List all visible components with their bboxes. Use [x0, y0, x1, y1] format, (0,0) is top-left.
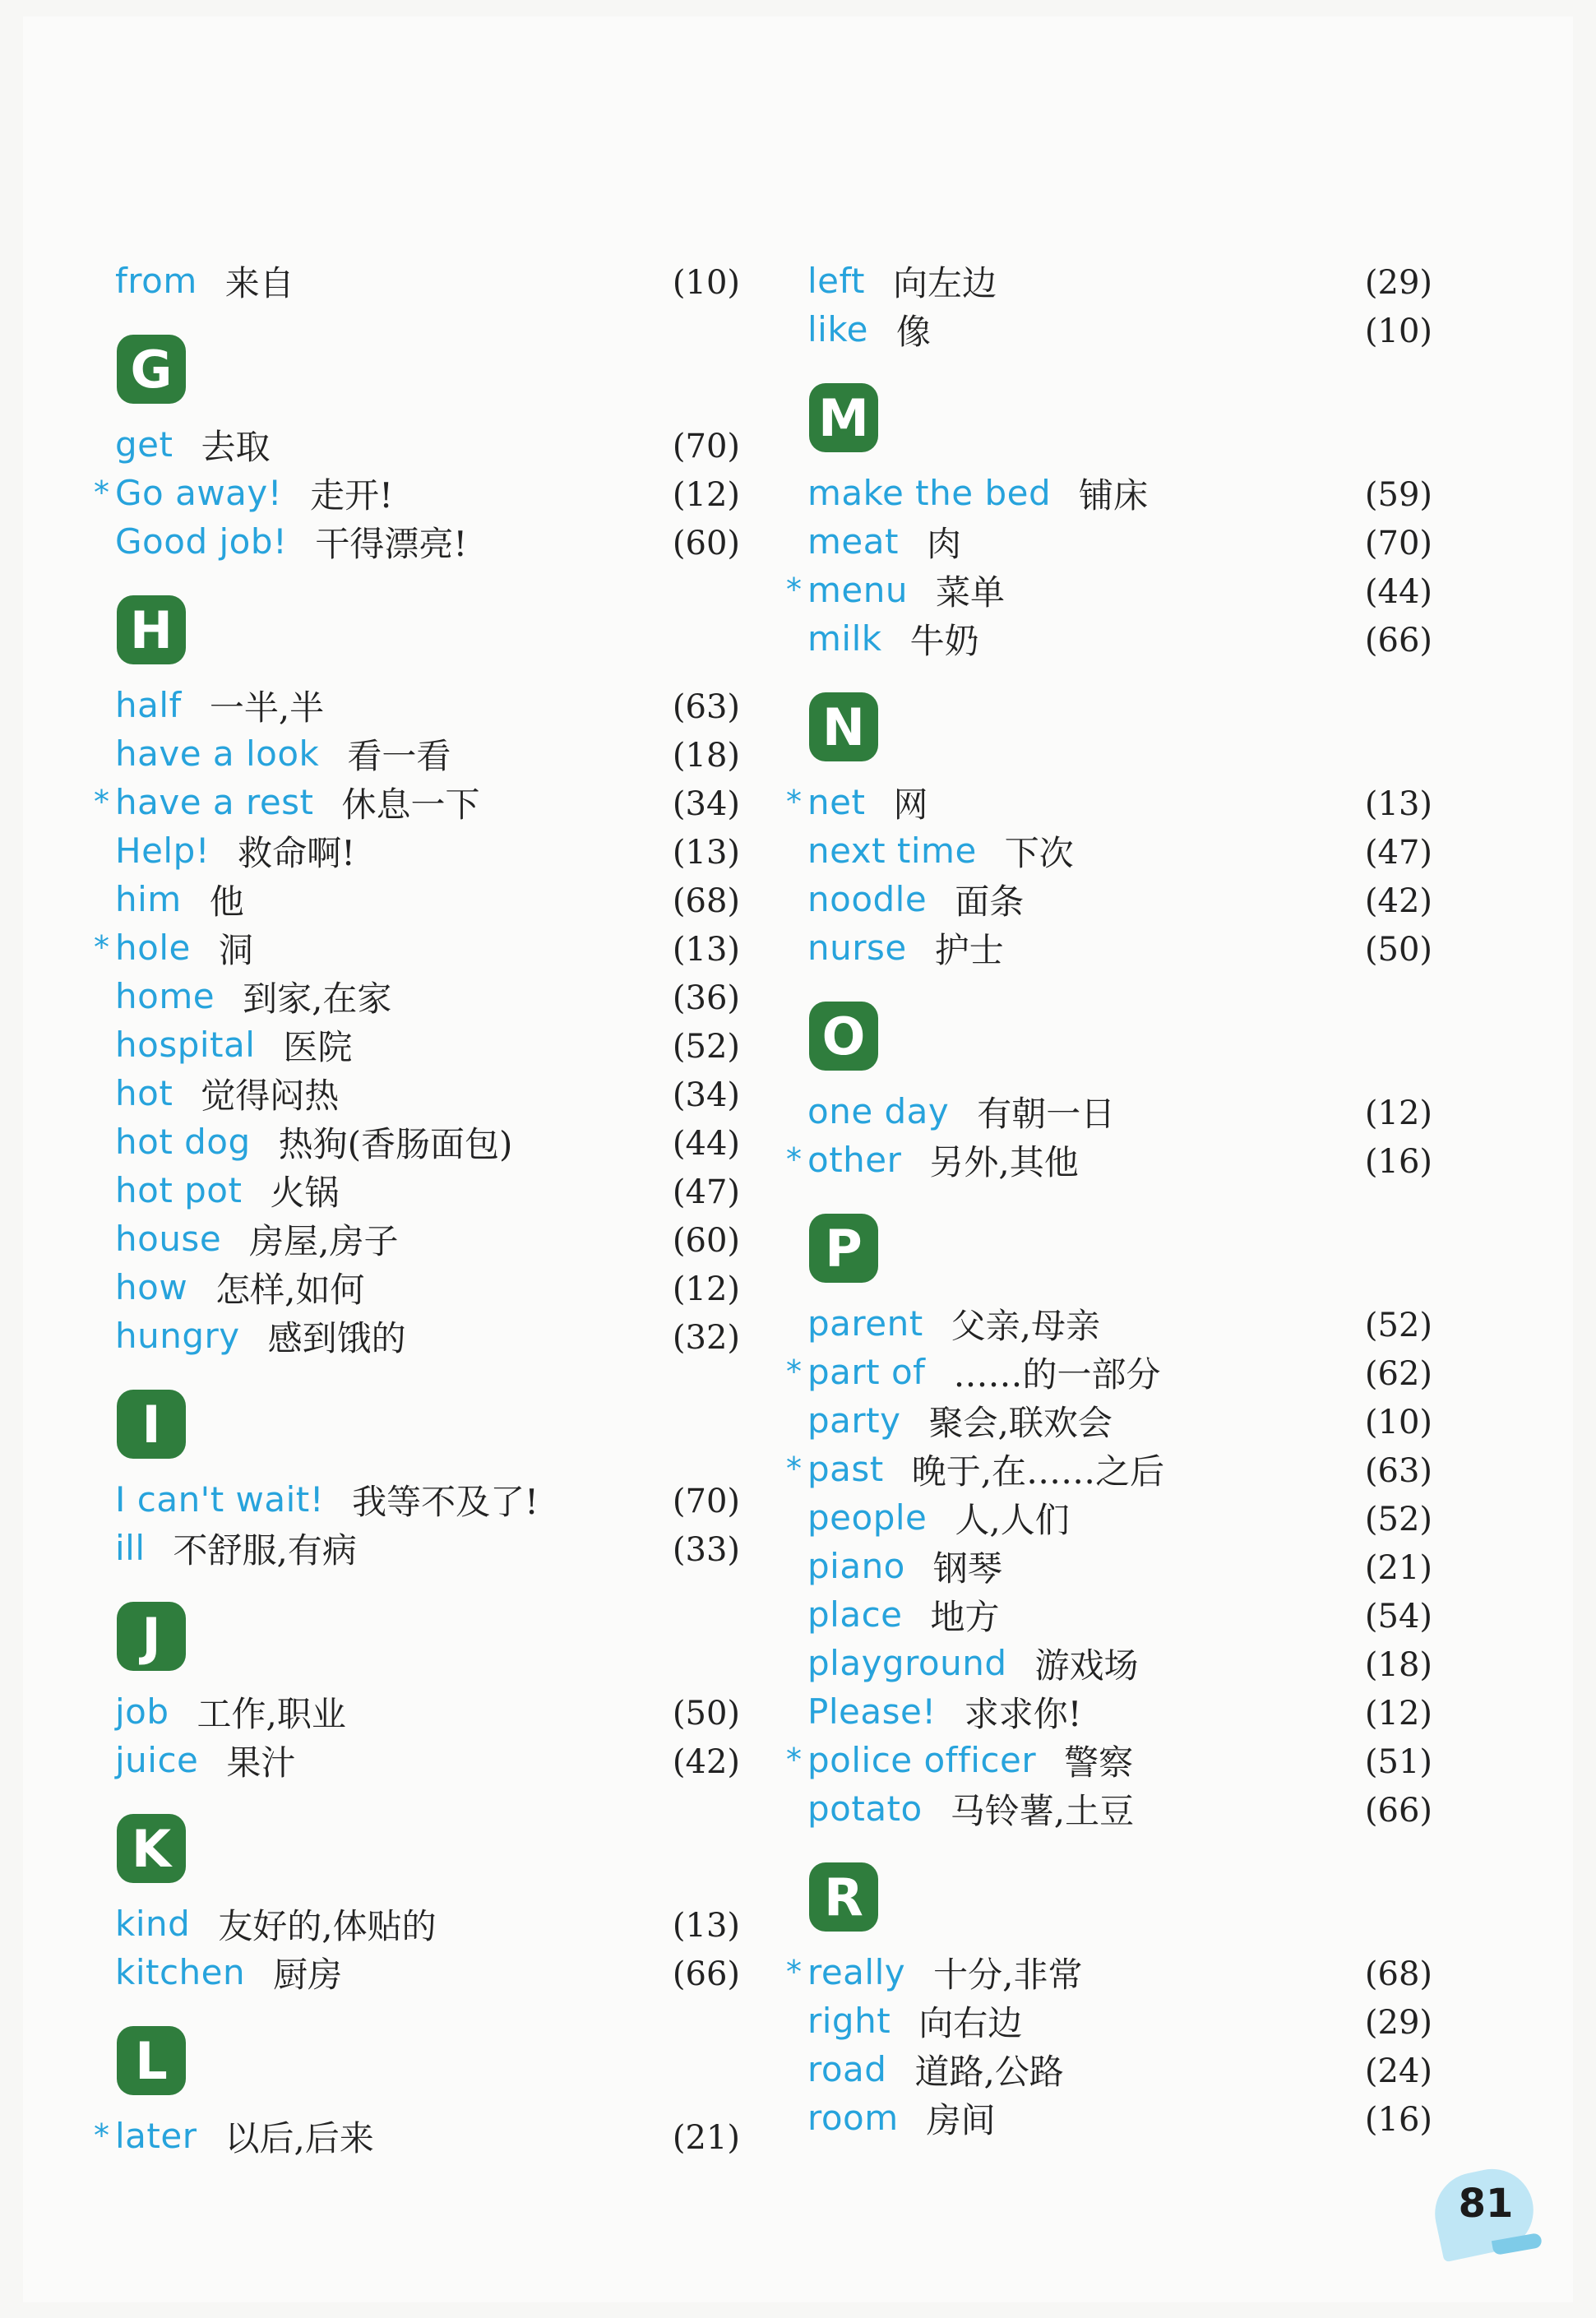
glossary-entry	[115, 1524, 740, 1572]
chinese-meaning: 到家,在家	[243, 978, 392, 1019]
page-reference: (36)	[672, 979, 740, 1017]
chinese-meaning: 怎样,如何	[215, 1269, 365, 1310]
chinese-meaning: 警察	[1064, 1742, 1134, 1783]
optional-word-asterisk: *	[94, 474, 109, 511]
page-reference: (66)	[1364, 622, 1432, 659]
chinese-meaning: 地方	[930, 1596, 1000, 1637]
english-term: him	[115, 879, 182, 919]
section-letter-badge: J	[117, 1602, 186, 1671]
page-reference: (10)	[1364, 1404, 1432, 1441]
page-reference: (63)	[672, 688, 740, 726]
glossary-entry	[115, 257, 740, 305]
chinese-meaning: 钢琴	[932, 1548, 1002, 1589]
glossary-entry	[807, 1087, 1432, 1136]
english-term: noodle	[807, 879, 928, 919]
chinese-meaning: 去取	[201, 426, 271, 467]
english-term: piano	[807, 1546, 905, 1586]
chinese-meaning: 医院	[283, 1026, 353, 1067]
glossary-entry	[786, 1736, 1432, 1784]
chinese-meaning: 救命啊!	[238, 832, 355, 873]
glossary-entry	[807, 1542, 1432, 1590]
page-reference: (16)	[1364, 2101, 1432, 2139]
glossary-entry	[94, 2112, 740, 2160]
glossary-entry	[807, 2094, 1432, 2142]
chinese-meaning: 游戏场	[1034, 1645, 1139, 1686]
page-reference: (29)	[1364, 264, 1432, 302]
english-term: juice	[115, 1740, 199, 1780]
english-term: room	[807, 2098, 899, 2138]
english-term: Please!	[807, 1691, 937, 1732]
glossary-entry	[115, 420, 740, 469]
chinese-meaning: 一半,半	[209, 687, 325, 728]
section-letter-badge: G	[117, 335, 186, 404]
glossary-entry	[115, 1899, 740, 1948]
optional-word-asterisk: *	[786, 1450, 802, 1487]
chinese-meaning: 工作,职业	[197, 1693, 346, 1734]
glossary-entry	[115, 1117, 740, 1166]
english-term: job	[115, 1691, 169, 1732]
chinese-meaning: ……的一部分	[953, 1353, 1161, 1395]
glossary-entry	[115, 875, 740, 923]
glossary-entry	[115, 729, 740, 778]
english-term: nurse	[807, 928, 907, 968]
chinese-meaning: 下次	[1004, 832, 1074, 873]
glossary-entry	[115, 826, 740, 875]
glossary-entry	[786, 1136, 1432, 1184]
page-reference: (34)	[672, 785, 740, 823]
english-term: Go away!	[115, 473, 283, 513]
chinese-meaning: 像	[896, 311, 932, 352]
page-reference: (68)	[1364, 1955, 1432, 1993]
chinese-meaning: 菜单	[936, 571, 1006, 613]
section-letter-badge: K	[117, 1814, 186, 1883]
page-reference: (68)	[672, 882, 740, 920]
glossary-entry	[807, 923, 1432, 972]
page-reference: (13)	[672, 834, 740, 872]
page-reference: (16)	[1364, 1143, 1432, 1181]
optional-word-asterisk: *	[786, 1141, 802, 1178]
glossary-entry	[807, 469, 1432, 517]
chinese-meaning: 我等不及了!	[352, 1481, 539, 1522]
glossary-entry	[94, 778, 740, 826]
page-number-badge	[1435, 2171, 1542, 2261]
glossary-entry	[115, 1312, 740, 1360]
glossary-entry	[807, 614, 1432, 663]
glossary-entry	[807, 1996, 1432, 2045]
page-reference: (12)	[1364, 1094, 1432, 1132]
chinese-meaning: 休息一下	[341, 784, 480, 825]
page-reference: (44)	[672, 1125, 740, 1163]
english-term: left	[807, 261, 866, 301]
glossary-entry	[807, 1493, 1432, 1542]
english-term: hole	[115, 928, 191, 968]
chinese-meaning: 热狗(香肠面包)	[278, 1123, 513, 1164]
english-term: place	[807, 1594, 903, 1635]
english-term: have a rest	[115, 782, 314, 822]
chinese-meaning: 感到饿的	[267, 1317, 406, 1358]
glossary-entry	[115, 1948, 740, 1996]
glossary-entry	[807, 517, 1432, 566]
page-reference: (21)	[1364, 1549, 1432, 1587]
english-term: people	[807, 1497, 928, 1538]
chinese-meaning: 铺床	[1079, 474, 1149, 516]
page-reference: (34)	[672, 1076, 740, 1114]
page-reference: (42)	[672, 1743, 740, 1781]
chinese-meaning: 友好的,体贴的	[218, 1905, 437, 1946]
glossary-entry	[94, 469, 740, 517]
english-term: I can't wait!	[115, 1479, 325, 1520]
glossary-entry	[115, 681, 740, 729]
glossary-entry	[115, 1020, 740, 1069]
chinese-meaning: 有朝一日	[977, 1093, 1116, 1134]
section-letter-badge: M	[809, 383, 878, 452]
optional-word-asterisk: *	[94, 784, 109, 820]
chinese-meaning: 火锅	[270, 1172, 340, 1213]
page-reference: (54)	[1364, 1598, 1432, 1636]
chinese-meaning: 向左边	[893, 262, 997, 303]
english-term: like	[807, 309, 869, 349]
section-letter-badge: I	[117, 1390, 186, 1459]
english-term: one day	[807, 1091, 950, 1131]
optional-word-asterisk: *	[94, 929, 109, 965]
english-term: road	[807, 2049, 887, 2089]
glossary-entry	[115, 1736, 740, 1784]
chinese-meaning: 洞	[218, 929, 253, 970]
page-reference: (32)	[672, 1319, 740, 1357]
chinese-meaning: 他	[209, 881, 244, 922]
english-term: playground	[807, 1643, 1007, 1683]
chinese-meaning: 觉得闷热	[201, 1075, 340, 1116]
english-term: kind	[115, 1904, 191, 1944]
section-letter-badge: O	[809, 1002, 878, 1071]
page-reference: (13)	[672, 1907, 740, 1945]
page-reference: (13)	[672, 931, 740, 969]
page-reference: (51)	[1364, 1743, 1432, 1781]
english-term: net	[807, 782, 866, 822]
glossary-entry	[786, 1948, 1432, 1996]
glossary-left-column	[94, 257, 740, 2160]
glossary-entry	[94, 923, 740, 972]
glossary-entry	[786, 566, 1432, 614]
page-reference: (66)	[1364, 1792, 1432, 1830]
chinese-meaning: 父亲,母亲	[951, 1305, 1101, 1346]
english-term: home	[115, 976, 215, 1016]
english-term: party	[807, 1400, 901, 1441]
optional-word-asterisk: *	[786, 784, 802, 820]
english-term: house	[115, 1219, 222, 1259]
page-reference: (63)	[1364, 1452, 1432, 1490]
page-reference: (42)	[1364, 882, 1432, 920]
glossary-entry	[786, 1445, 1432, 1493]
english-term: parent	[807, 1303, 923, 1344]
page-reference: (66)	[672, 1955, 740, 1993]
page-reference: (12)	[1364, 1695, 1432, 1733]
glossary-entry	[115, 1166, 740, 1215]
glossary-entry	[115, 1687, 740, 1736]
page-reference: (70)	[1364, 525, 1432, 562]
page-reference: (70)	[672, 1483, 740, 1520]
english-term: from	[115, 261, 197, 301]
chinese-meaning: 走开!	[310, 474, 394, 516]
chinese-meaning: 干得漂亮!	[315, 523, 468, 564]
english-term: part of	[807, 1352, 926, 1392]
chinese-meaning: 网	[893, 784, 928, 825]
english-term: hungry	[115, 1316, 240, 1356]
glossary-entry	[807, 875, 1432, 923]
page-reference: (62)	[1364, 1355, 1432, 1393]
english-term: past	[807, 1449, 884, 1489]
optional-word-asterisk: *	[786, 1742, 802, 1778]
page-reference: (60)	[672, 1222, 740, 1260]
chinese-meaning: 向右边	[918, 2002, 1023, 2043]
chinese-meaning: 肉	[926, 523, 961, 564]
page-reference: (59)	[1364, 476, 1432, 514]
chinese-meaning: 来自	[224, 262, 294, 303]
glossary-entry	[807, 1784, 1432, 1833]
english-term: hospital	[115, 1025, 256, 1065]
chinese-meaning: 面条	[955, 881, 1025, 922]
page-reference: (50)	[672, 1695, 740, 1733]
english-term: next time	[807, 831, 977, 871]
english-term: get	[115, 424, 173, 465]
page-reference: (33)	[672, 1531, 740, 1569]
english-term: milk	[807, 618, 882, 659]
english-term: police officer	[807, 1740, 1037, 1780]
page-reference: (52)	[1364, 1501, 1432, 1538]
page-reference: (47)	[1364, 834, 1432, 872]
page-reference: (50)	[1364, 931, 1432, 969]
english-term: have a look	[115, 733, 320, 774]
glossary-entry	[807, 305, 1432, 354]
glossary-entry	[786, 1348, 1432, 1396]
english-term: how	[115, 1267, 188, 1307]
section-letter-badge: P	[809, 1214, 878, 1283]
chinese-meaning: 另外,其他	[929, 1141, 1079, 1182]
glossary-entry	[115, 1215, 740, 1263]
glossary-entry	[115, 1475, 740, 1524]
english-term: make the bed	[807, 473, 1052, 513]
chinese-meaning: 聚会,联欢会	[928, 1402, 1113, 1443]
english-term: ill	[115, 1528, 146, 1568]
page-reference: (44)	[1364, 573, 1432, 611]
glossary-entry	[115, 972, 740, 1020]
chinese-meaning: 马铃薯,土豆	[950, 1790, 1135, 1831]
section-letter-badge: N	[809, 692, 878, 761]
optional-word-asterisk: *	[786, 1954, 802, 1990]
page-reference: (10)	[672, 264, 740, 302]
page-reference: (18)	[672, 737, 740, 775]
section-letter-badge: R	[809, 1862, 878, 1932]
english-term: right	[807, 2001, 891, 2041]
page-reference: (60)	[672, 525, 740, 562]
english-term: meat	[807, 521, 899, 562]
page-reference: (12)	[672, 476, 740, 514]
chinese-meaning: 十分,非常	[933, 1954, 1083, 1995]
glossary-entry	[807, 1687, 1432, 1736]
glossary-entry	[115, 517, 740, 566]
glossary-entry	[807, 1639, 1432, 1687]
english-term: Help!	[115, 831, 210, 871]
chinese-meaning: 人,人们	[955, 1499, 1070, 1540]
english-term: hot	[115, 1073, 173, 1113]
chinese-meaning: 不舒服,有病	[173, 1529, 357, 1571]
page-reference: (52)	[1364, 1307, 1432, 1344]
glossary-entry	[807, 257, 1432, 305]
chinese-meaning: 厨房	[273, 1954, 343, 1995]
optional-word-asterisk: *	[786, 1353, 802, 1390]
optional-word-asterisk: *	[94, 2117, 109, 2154]
page-reference: (13)	[1364, 785, 1432, 823]
glossary-entry	[807, 2045, 1432, 2094]
glossary-right-column	[786, 257, 1432, 2142]
page-reference: (10)	[1364, 312, 1432, 350]
section-letter-badge: H	[117, 595, 186, 664]
english-term: hot dog	[115, 1122, 251, 1162]
chinese-meaning: 道路,公路	[914, 2051, 1064, 2092]
chinese-meaning: 晚于,在……之后	[911, 1450, 1165, 1492]
page-reference: (29)	[1364, 2004, 1432, 2042]
page-reference: (70)	[672, 428, 740, 465]
english-term: really	[807, 1952, 906, 1992]
glossary-entry	[807, 1396, 1432, 1445]
glossary-entry	[115, 1263, 740, 1312]
page-reference: (24)	[1364, 2052, 1432, 2090]
page-reference: (21)	[672, 2119, 740, 2157]
page-reference: (47)	[672, 1173, 740, 1211]
glossary-entry	[807, 1590, 1432, 1639]
english-term: other	[807, 1140, 902, 1180]
chinese-meaning: 以后,后来	[224, 2117, 374, 2158]
english-term: kitchen	[115, 1952, 246, 1992]
chinese-meaning: 牛奶	[909, 620, 979, 661]
chinese-meaning: 果汁	[226, 1742, 296, 1783]
page-reference: (12)	[672, 1270, 740, 1308]
chinese-meaning: 护士	[934, 929, 1004, 970]
page-number: 81	[1458, 2181, 1514, 2227]
english-term: potato	[807, 1788, 923, 1829]
english-term: Good job!	[115, 521, 288, 562]
english-term: hot pot	[115, 1170, 243, 1210]
glossary-entry	[807, 826, 1432, 875]
glossary-entry	[807, 1299, 1432, 1348]
chinese-meaning: 求求你!	[964, 1693, 1082, 1734]
english-term: menu	[807, 570, 908, 610]
page-reference: (18)	[1364, 1646, 1432, 1684]
chinese-meaning: 房间	[926, 2099, 996, 2140]
optional-word-asterisk: *	[786, 571, 802, 608]
chinese-meaning: 房屋,房子	[249, 1220, 399, 1261]
chinese-meaning: 看一看	[347, 735, 451, 776]
glossary-entry	[786, 778, 1432, 826]
english-term: half	[115, 685, 182, 725]
section-letter-badge: L	[117, 2026, 186, 2095]
english-term: later	[115, 2116, 197, 2156]
glossary-entry	[115, 1069, 740, 1117]
page-reference: (52)	[672, 1028, 740, 1066]
